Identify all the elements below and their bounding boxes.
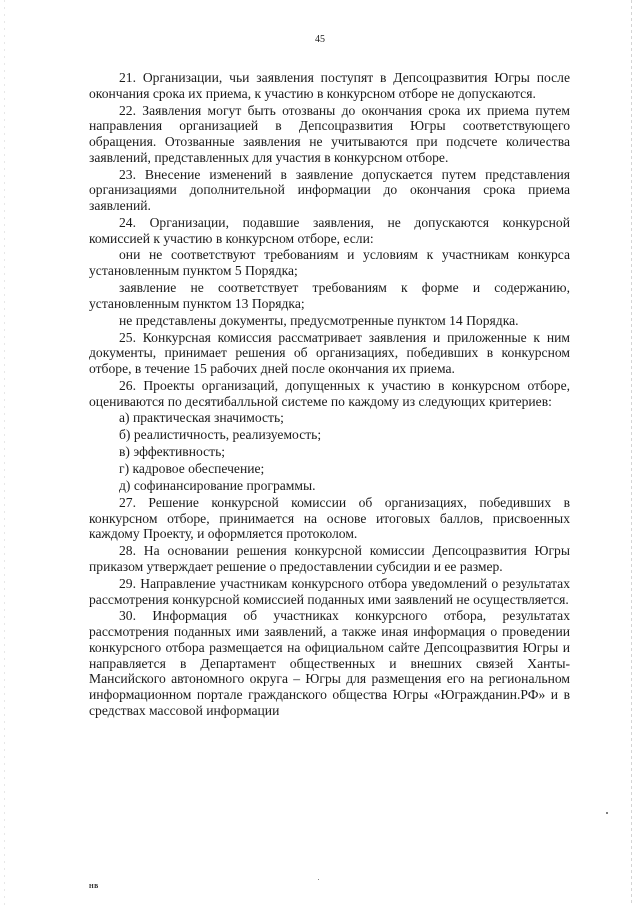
criterion-e: д) софинансирование программы. [119,478,316,494]
criterion-a: а) практическая значимость; [119,410,284,426]
document-body [89,70,570,718]
paragraph-30: 30. Информация об участниках конкурсного отбора, результатах рассмотрения поданных ими заявлений, а также иная информация о проведении конкурсного отбора размещается на официальном сайте Депсоцразвития Югры и направляется в Департамент общественных и внешних связей Ханты-Мансийского автономного округа – Югры для размещения его на региональном информационном портале гражданского общества Югры «Югражданин.РФ» и в средствах массовой информации [89,608,570,718]
paragraph-29: 29. Направление участникам конкурсного отбора уведомлений о результатах рассмотрения конкурсной комиссией поданных ими заявлений не осуществляется. [89,575,570,607]
criterion-d: г) кадровое обеспечение; [119,461,265,477]
page-number: 45 [315,34,325,45]
paragraph-24-condition-1: они не соответствуют требованиям и условиям к участникам конкурса установленным пунктом 5 Порядка; [89,247,570,279]
scan-speck [606,812,608,814]
criterion-c: в) эффективность; [119,444,226,460]
paragraph-24-condition-2: заявление не соответствует требованиям к форме и содержанию, установленным пунктом 13 Порядка; [89,280,570,311]
scan-edge-left [4,0,5,905]
paragraph-21: 21. Организации, чьи заявления поступят в Депсоцразвития Югры после окончания срока их приема, к участию в конкурсном отборе не допускаются. [89,70,570,101]
paragraph-24: 24. Организации, подавшие заявления, не допускаются конкурсной комиссией к участию в конкурсном отборе, если: [89,214,570,246]
scan-speck [318,879,319,880]
scan-edge-right [631,0,632,905]
paragraph-22: 22. Заявления могут быть отозваны до окончания срока их приема путем направления организацией в Депсоцразвития Югры соответствующего обращения. Отозванные заявления не учитываются при подсчете количества заявлений, представленных для участия в конкурсном отборе. [89,102,570,165]
paragraph-26: 26. Проекты организаций, допущенных к участию в конкурсном отборе, оцениваются по десятибалльной системе по каждому из следующих критериев: [89,377,570,409]
footer-code: НВ [89,884,99,890]
paragraph-27: 27. Решение конкурсной комиссии об организациях, победивших в конкурсном отборе, принимается на основе итоговых баллов, присвоенных каждому Проекту, и оформляется протоколом. [89,494,570,542]
paragraph-23: 23. Внесение изменений в заявление допускается путем представления организациями дополнительной информации до окончания срока приема заявлений. [89,166,570,213]
paragraph-28: 28. На основании решения конкурсной комиссии Депсоцразвития Югры приказом утверждает решение о предоставлении субсидии и ее размер. [89,543,570,574]
paragraph-25: 25. Конкурсная комиссия рассматривает заявления и приложенные к ним документы, принимает решения об организациях, победивших в конкурсном отборе, в течение 15 рабочих дней после окончания их приема. [89,329,570,376]
paragraph-24-condition-3: не представлены документы, предусмотренные пунктом 14 Порядка. [119,312,519,328]
criterion-b: б) реалистичность, реализуемость; [119,427,322,443]
